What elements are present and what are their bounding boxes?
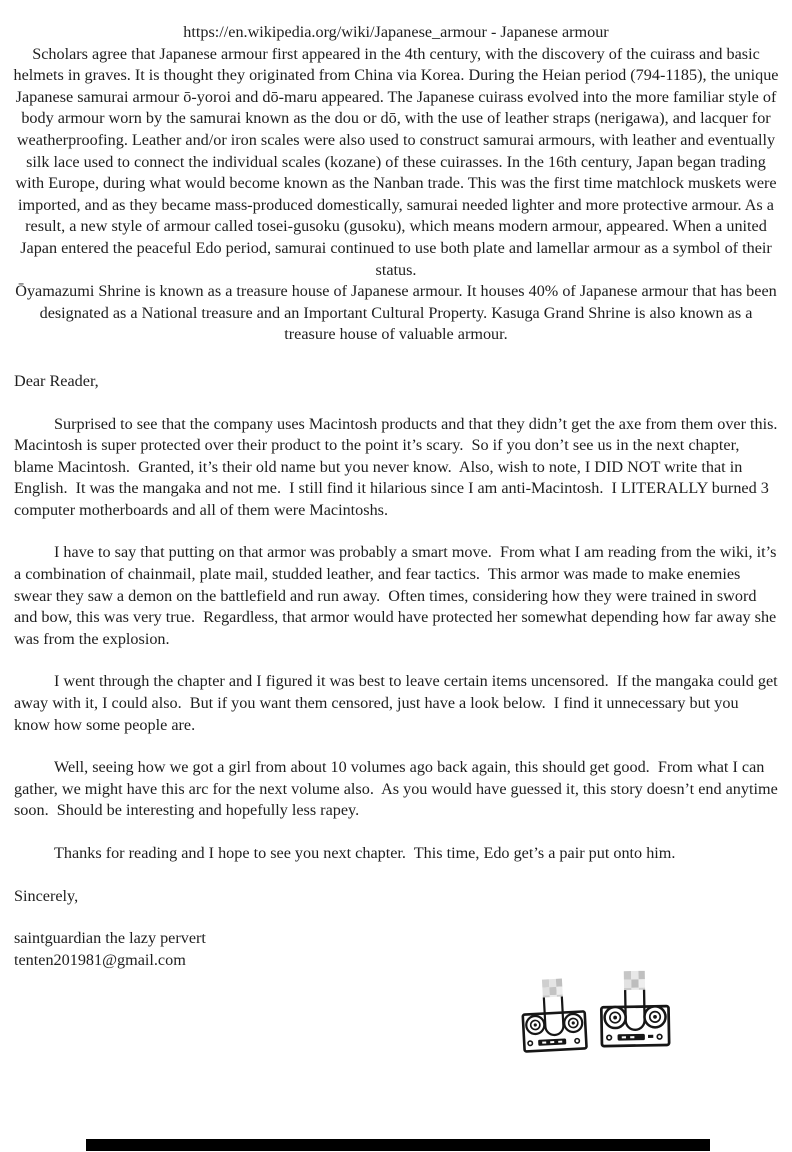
wiki-excerpt-block [0,0,792,346]
censored-doodle-icon [516,975,592,1063]
censored-doodle-icon [596,968,673,1058]
signature-email: tenten201981@gmail.com [14,950,186,969]
letter-salutation: Dear Reader, [14,371,99,390]
letter-paragraph: Surprised to see that the company uses Macintosh products and that they didn’t get the axe from them over this. Macintosh is super protected over their product to the point it’s scary. So if you don’t see us in the next chapter, blame Macintosh. Granted, it’s their old name but you never know. Also, wish to note, I DID NOT write that in English. It was the mangaka and not me. I still find it hilarious since I am anti-Macintosh. I LITERALLY burned 3 computer motherboards and all of them were Macintoshs. [14,414,786,519]
letter-body [0,371,792,971]
letter-paragraph: I have to say that putting on that armor was probably a smart move. From what I am reading from the wiki, it’s a combination of chainmail, plate mail, studded leather, and fear tactics. This armor was made to make enemies swear they saw a demon on the battlefield and run away. Often times, considering how they were trained in sword and bow, this was very true. Regardless, that armor would have protected her somewhat depending how far away she was from the explosion. [14,543,781,648]
letter-paragraph: I went through the chapter and I figured it was best to leave certain items uncensored. If the mangaka could get away with it, I could also. But if you want them censored, just have a look below. I find it unnecessary but you know how some people are. [14,672,782,734]
wiki-paragraph-2: Ōyamazumi Shrine is known as a treasure house of Japanese armour. It houses 40% of Japanese armour that has been designated as a National treasure and an Important Cultural Property. Kasuga Grand Shrine is also known as a treasure house of valuable armour. [15,282,781,344]
signature-name: saintguardian the lazy pervert [14,929,206,948]
wiki-paragraph-1: Scholars agree that Japanese armour first appeared in the 4th century, with the discovery of the cuirass and basic helmets in graves. It is thought they originated from China via Korea. During the Heian period (794-1185), the unique Japanese samurai armour ō-yoroi and dō-maru appeared. The Japanese cuirass evolved into the more familiar style of body armour worn by the samurai known as the dou or dō, with the use of leather straps (nerigawa), and lacquer for weatherproofing. Leather and/or iron scales were also used to construct samurai armours, with leather and eventually silk lace used to connect the individual scales (kozane) of these cuirasses. In the 16th century, Japan began trading with Europe, during what would become known as the Nanban trade. This was the first time matchlock muskets were imported, and as they became mass-produced domestically, samurai needed lighter and more protective armour. As a result, a new style of armour called tosei-gusoku (gusoku), which means modern armour, appeared. When a united Japan entered the peaceful Edo period, samurai continued to use both plate and lamellar armour as a symbol of their status. [13,44,783,279]
letter-closing: Sincerely, [14,886,79,905]
bottom-censor-bar [86,1139,710,1151]
letter-paragraph: Well, seeing how we got a girl from about 10 volumes ago back again, this should get good. From what I can gather, we might have this arc for the next volume also. As you would have guessed it, this story doesn’t end anytime soon. Should be interesting and hopefully less rapey. [14,758,782,820]
signature-block [14,928,778,971]
source-url-line: https://en.wikipedia.org/wiki/Japanese_armour - Japanese armour [183,23,609,41]
letter-paragraph: Thanks for reading and I hope to see you next chapter. This time, Edo get’s a pair put onto him. [54,844,676,862]
